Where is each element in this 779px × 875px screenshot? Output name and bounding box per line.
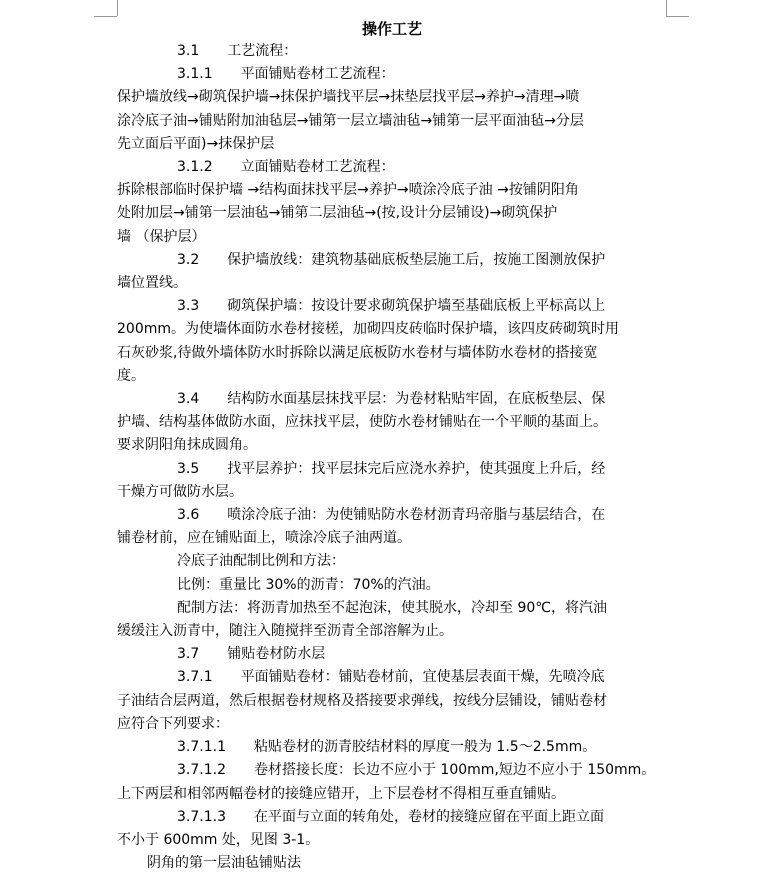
text-line: 3.5 找平层养护：找平层抹完后应浇水养护，使其强度上升后，经 bbox=[177, 460, 606, 477]
text-line: 3.7.1 平面铺贴卷材：铺贴卷材前，宜使基层表面干燥，先喷冷底 bbox=[177, 669, 605, 686]
text-line: 缓缓注入沥青中，随注入随搅拌至沥青全部溶解为止。 bbox=[117, 623, 453, 640]
document-body bbox=[117, 40, 667, 875]
text-line: 3.6 喷涂冷底子油：为使铺贴防水卷材沥青玛帝脂与基层结合，在 bbox=[177, 507, 606, 524]
text-line: 墙位置线。 bbox=[117, 275, 187, 292]
text-line: 墙 （保护层） bbox=[117, 228, 206, 245]
crop-mark-left-horizontal bbox=[94, 16, 117, 17]
text-line: 涂冷底子油→铺贴附加油毡层→铺第一层立墙油毡→铺第一层平面油毡→分层 bbox=[117, 112, 584, 129]
text-line: 比例：重量比 30%的沥青：70%的汽油。 bbox=[177, 576, 440, 593]
text-line: 处附加层→铺第一层油毡→铺第二层油毡→(按,设计分层铺设)→砌筑保护 bbox=[117, 205, 558, 222]
text-line: 配制方法：将沥青加热至不起泡沫，使其脱水，冷却至 90℃，将汽油 bbox=[177, 599, 607, 616]
text-line: 不小于 600mm 处，见图 3-1。 bbox=[117, 831, 320, 848]
text-line: 拆除根部临时保护墙 →结构面抹找平层→养护→喷涂冷底子油 →按铺阴阳角 bbox=[117, 182, 579, 199]
document-page bbox=[117, 0, 667, 875]
text-line: 干燥方可做防水层。 bbox=[117, 483, 243, 500]
text-line: 应符合下列要求： bbox=[117, 715, 229, 732]
text-line: 3.7.1.2 卷材搭接长度：长边不应小于 100mm,短边不应小于 150mm。 bbox=[177, 762, 656, 779]
text-line: 保护墙放线→砌筑保护墙→抹保护墙找平层→抹垫层找平层→养护→清理→喷 bbox=[117, 89, 580, 106]
text-line: 子油结合层两道，然后根据卷材规格及搭接要求弹线，按线分层铺设，铺贴卷材 bbox=[117, 692, 607, 709]
text-line: 3.4 结构防水面基层抹找平层：为卷材粘贴牢固，在底板垫层、保 bbox=[177, 391, 606, 408]
text-line: 3.7.1.1 粘贴卷材的沥青胶结材料的厚度一般为 1.5～2.5mm。 bbox=[177, 739, 597, 756]
text-line: 先立面后平面)→抹保护层 bbox=[117, 135, 275, 152]
crop-mark-right-horizontal bbox=[666, 16, 689, 17]
text-line: 冷底子油配制比例和方法： bbox=[177, 553, 345, 570]
text-line: 200mm。为使墙体面防水卷材接槎，加砌四皮砖临时保护墙，该四皮砖砌筑时用 bbox=[117, 321, 619, 338]
text-line: 3.1.2 立面铺贴卷材工艺流程： bbox=[177, 159, 395, 176]
text-line: 3.1.1 平面铺贴卷材工艺流程： bbox=[177, 66, 395, 83]
text-line: 石灰砂浆,待做外墙体防水时拆除以满足底板防水卷材与墙体防水卷材的搭接宽 bbox=[117, 344, 598, 361]
text-line: 阴角的第一层油毡铺贴法 bbox=[147, 855, 301, 872]
text-line: 3.7 铺贴卷材防水层 bbox=[177, 646, 326, 663]
text-line: 度。 bbox=[117, 367, 145, 384]
text-line: 护墙、结构基体做防水面，应抹找平层，使防水卷材铺贴在一个平顺的基面上。 bbox=[117, 414, 607, 431]
text-line: 要求阴阳角抹成圆角。 bbox=[117, 437, 257, 454]
text-line: 上下两层和相邻两幅卷材的接缝应错开，上下层卷材不得相互垂直铺贴。 bbox=[117, 785, 565, 802]
text-line: 3.2 保护墙放线：建筑物基础底板垫层施工后，按施工图测放保护 bbox=[177, 251, 606, 268]
document-title: 操作工艺 bbox=[361, 20, 422, 38]
text-line: 3.1 工艺流程： bbox=[177, 43, 298, 59]
text-line: 3.3 砌筑保护墙：按设计要求砌筑保护墙至基础底板上平标高以上 bbox=[177, 298, 606, 315]
text-line: 铺卷材前，应在铺贴面上，喷涂冷底子油两道。 bbox=[117, 530, 411, 547]
text-line: 3.7.1.3 在平面与立面的转角处，卷材的接缝应留在平面上距立面 bbox=[177, 808, 604, 825]
